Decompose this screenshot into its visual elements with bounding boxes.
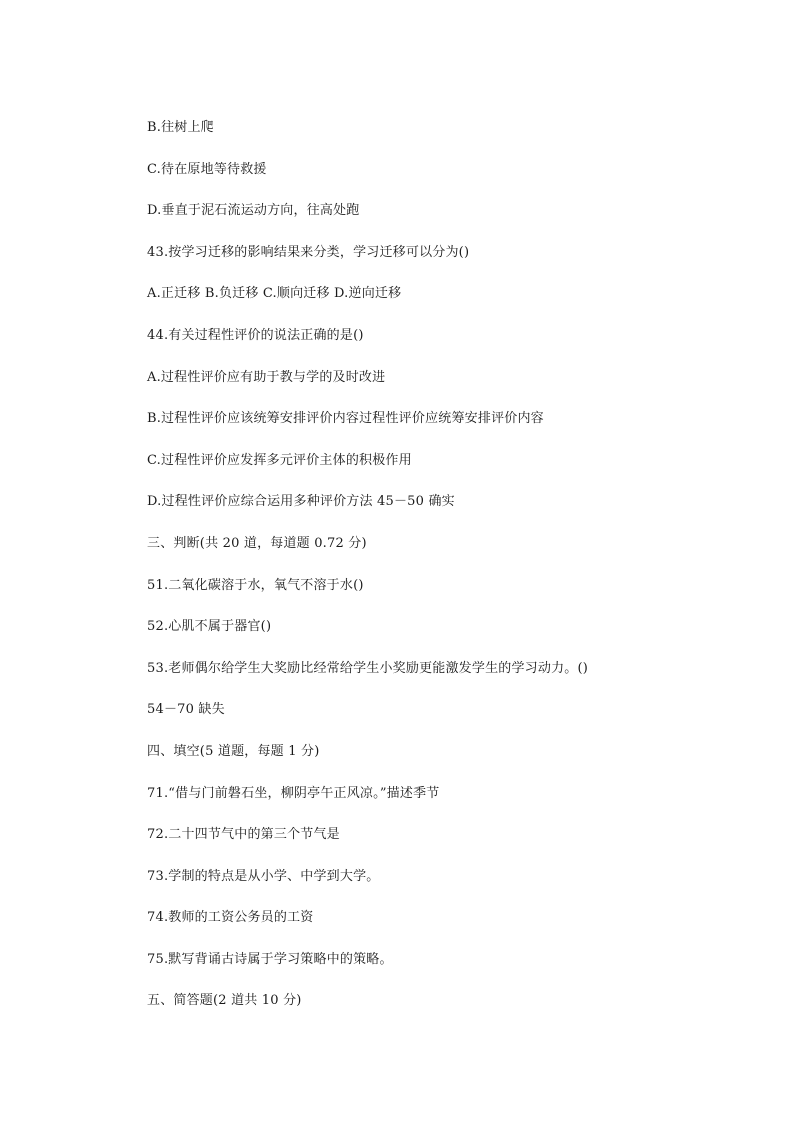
questions-54-70-missing: 54－70 缺失 <box>147 702 225 718</box>
section-heading-fill-blank: 四、填空(5 道题，每题 1 分) <box>147 743 320 759</box>
section-heading-short-answer: 五、简答题(2 道共 10 分) <box>147 993 302 1009</box>
question-73: 73.学制的特点是从小学、中学到大学。 <box>147 868 380 884</box>
question-75: 75.默写背诵古诗属于学习策略中的策略。 <box>147 951 393 967</box>
question-44-option-b: B.过程性评价应该统筹安排评价内容过程性评价应统筹安排评价内容 <box>147 411 544 427</box>
option-d-run-uphill: D.垂直于泥石流运动方向，往高处跑 <box>147 203 360 219</box>
option-c-wait-rescue: C.待在原地等待救援 <box>147 161 267 177</box>
question-52: 52.心肌不属于器官() <box>147 619 272 635</box>
question-43: 43.按学习迁移的影响结果来分类，学习迁移可以分为() <box>147 244 470 260</box>
question-44-option-a: A.过程性评价应有助于教与学的及时改进 <box>147 369 386 385</box>
question-44: 44.有关过程性评价的说法正确的是() <box>147 327 364 343</box>
question-53: 53.老师偶尔给学生大奖励比经常给学生小奖励更能激发学生的学习动力。() <box>147 660 589 676</box>
question-44-option-d: D.过程性评价应综合运用多种评价方法 45－50 确实 <box>147 494 455 510</box>
question-74: 74.教师的工资公务员的工资 <box>147 910 314 926</box>
question-44-option-c: C.过程性评价应发挥多元评价主体的积极作用 <box>147 452 412 468</box>
section-heading-judgment: 三、判断(共 20 道，每道题 0.72 分) <box>147 535 367 551</box>
question-51: 51.二氧化碳溶于水，氧气不溶于水() <box>147 577 364 593</box>
question-72: 72.二十四节气中的第三个节气是 <box>147 827 340 843</box>
question-71: 71.“借与门前磐石坐，柳阴亭午正风凉。”描述季节 <box>147 785 440 801</box>
option-b-climb-tree: B.往树上爬 <box>147 120 214 135</box>
question-43-options: A.正迁移 B.负迁移 C.顺向迁移 D.逆向迁移 <box>147 286 402 302</box>
document-body <box>147 118 747 1033</box>
